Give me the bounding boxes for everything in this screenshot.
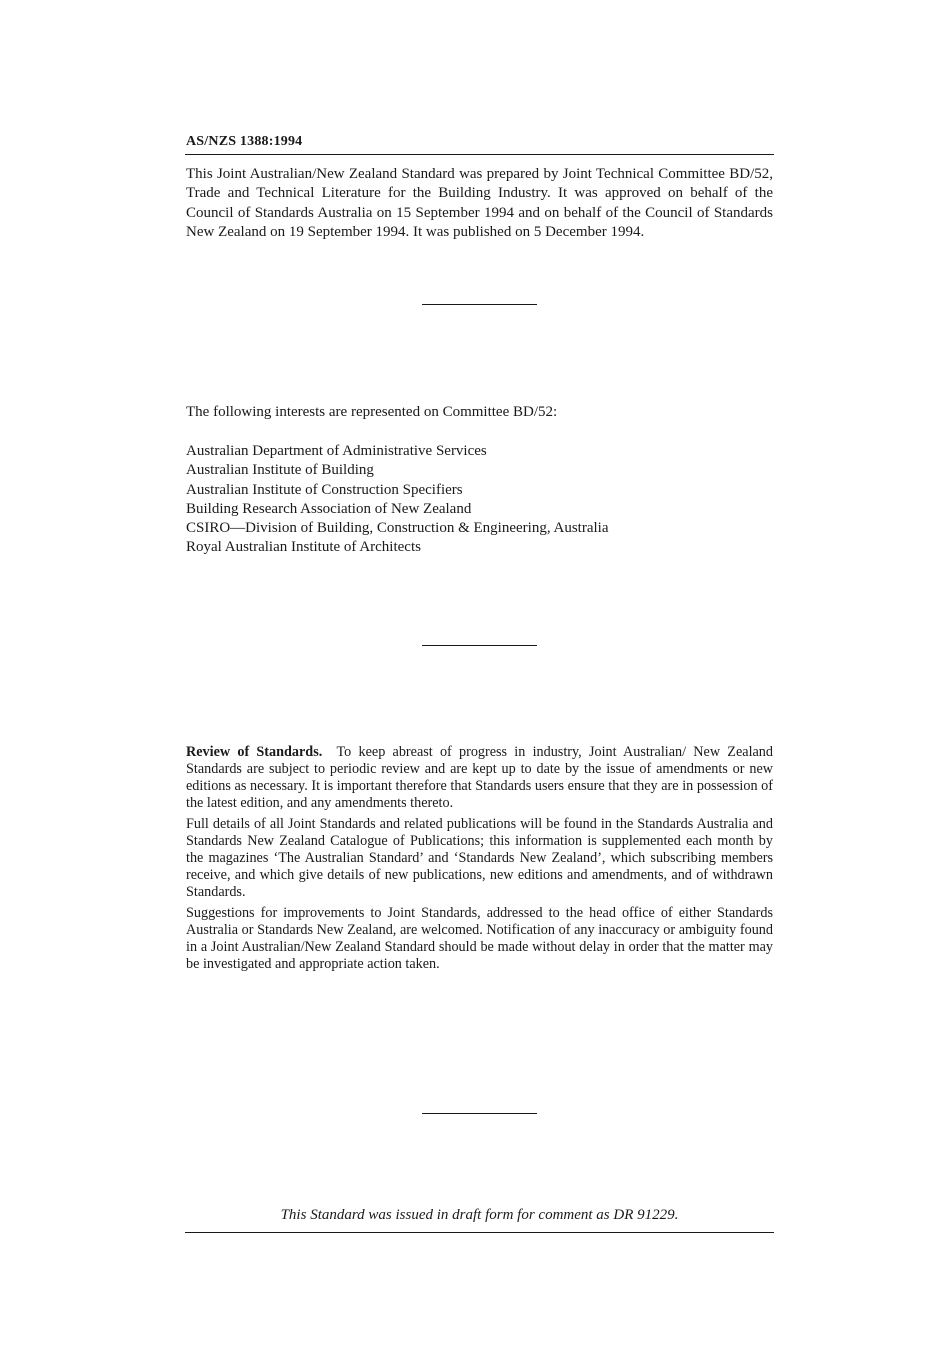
intro-paragraph: This Joint Australian/New Zealand Standard was prepared by Joint Technical Committee BD/52, Trade and Technical Literature for the Building Industry. It was approved on behalf of the Council of Standards Australia on 15 September 1994 and on behalf of the Council of Standards New Zealand on 19 September 1994. It was published on 5 December 1994.: [186, 166, 773, 241]
committee-member: Building Research Association of New Zealand: [186, 500, 472, 517]
committee-member: Australian Institute of Construction Specifiers: [186, 481, 463, 498]
committee-intro: The following interests are represented on Committee BD/52:: [186, 404, 558, 420]
section-divider: [422, 1113, 537, 1114]
review-paragraph: Full details of all Joint Standards and related publications will be found in the Standards Australia and Standards New Zealand Catalogue of Publications; this information is supplemented each month by the magazines ‘The Australian Standard’ and ‘Standards New Zealand’, which subscribing members receive, and which give details of new publications, new editions and amendments, and of withdrawn Standards.: [186, 816, 773, 900]
committee-members-list: [186, 442, 608, 558]
review-of-standards-section: [186, 744, 773, 977]
committee-member: Royal Australian Institute of Architects: [186, 539, 421, 556]
committee-member: Australian Institute of Building: [186, 462, 374, 479]
review-heading: Review of Standards.: [186, 744, 323, 760]
standard-code: AS/NZS 1388:1994: [186, 134, 303, 149]
committee-member: CSIRO—Division of Building, Construction & Engineering, Australia: [186, 520, 609, 537]
draft-note: This Standard was issued in draft form for comment as DR 91229.: [280, 1207, 679, 1223]
committee-member: Australian Department of Administrative Services: [186, 443, 487, 459]
header-rule: [185, 154, 774, 155]
review-paragraph: Suggestions for improvements to Joint Standards, addressed to the head office of either Standards Australia or Standards New Zealand, are welcomed. Notification of any inaccuracy or ambiguity found in a Joint Australian/New Zealand Standard should be made without delay in order that the matter may be investigated and appropriate action taken.: [186, 905, 773, 972]
review-paragraph: [186, 744, 773, 812]
section-divider: [422, 304, 537, 305]
review-text: To keep abreast of progress in industry, Joint Australian/ New Zealand Standards are subject to periodic review and are kept up to date by the issue of amendments or new editions as necessary. It is important therefore that Standards users ensure that they are in possession of the latest edition, and any amendments thereto.: [186, 744, 773, 811]
section-divider: [422, 645, 537, 646]
footer-rule: [185, 1232, 774, 1233]
